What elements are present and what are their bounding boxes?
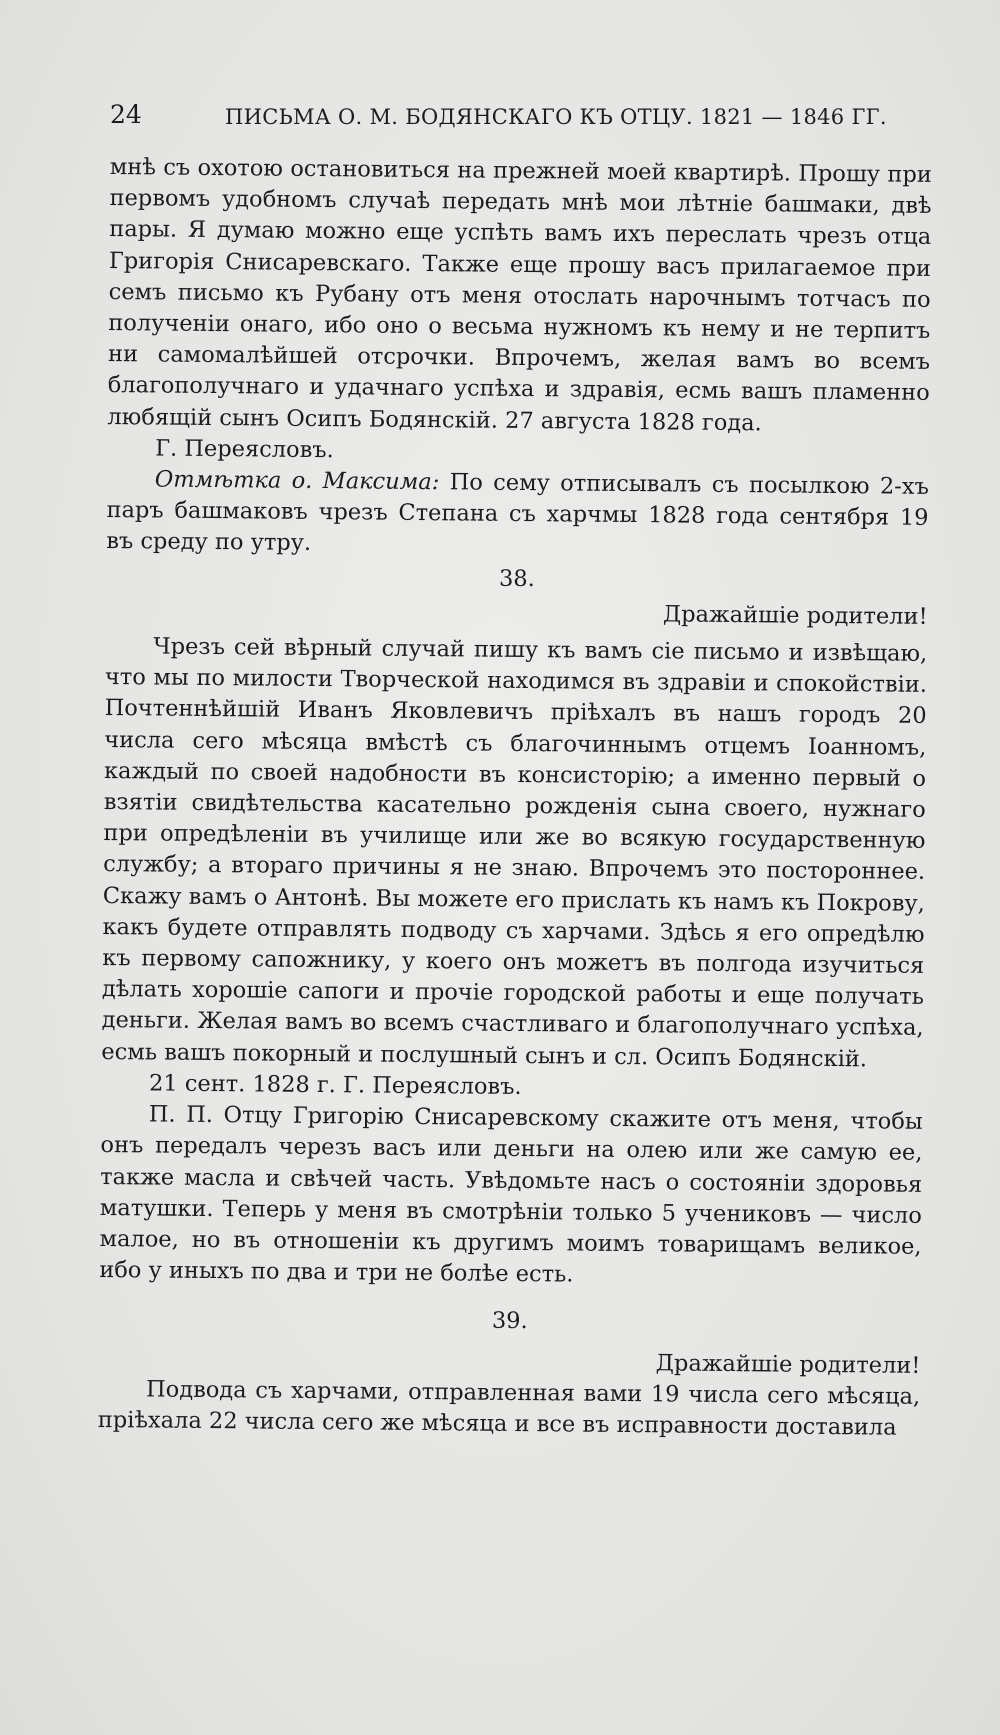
letter-number-38: 38. [498,565,535,592]
page-number: 24 [110,100,142,129]
note-label: Отмѣтка о. Максима: [154,466,440,496]
running-head: ПИСЬМА О. М. БОДЯНСКАГО КЪ ОТЦУ. 1821 — 1846 ГГ. [225,105,887,129]
letter-number-39: 39. [491,1308,528,1335]
paragraph-letter-38: Чрезъ сей вѣрный случай пишу къ вамъ сіе письмо и извѣщаю, что мы по милости Творческой находимся въ здравіи и спокойствіи. Почтеннѣйшій Иванъ Яковлевичъ пріѣхалъ въ нашъ городъ 20 числа сего мѣсяца вмѣстѣ съ благочиннымъ отцемъ Іоанномъ, каждый по своей надобности въ консисторію; а именно первый о взятіи свидѣтельства касательно рожденія сына своего, нужнаго при опредѣленіи въ училище или же во всякую государственную службу; а втораго причины я не знаю. Впрочемъ это постороннее. Скажу вамъ о Антонѣ. Вы можете его прислать къ намъ къ Покрову, какъ будете отправлять подводу съ харчами. Здѣсь я его опредѣлю къ первому сапожнику, у коего онъ можетъ въ полгода изучиться дѣлать хорошіе сапоги и прочіе городской работы и еще получать деньги. Желая вамъ во всемъ счастливаго и благополучнаго успѣха, есмь вашъ покорный и послушный сынъ и сл. Осипъ Бодянскій. [101,633,928,1072]
paragraph-letter-end: мнѣ съ охотою остановиться на прежней моей квартирѣ. Прошу при первомъ удобномъ случаѣ передать мнѣ мои лѣтніе башмаки, двѣ пары. Я думаю можно еще успѣть вамъ ихъ переслать чрезъ отца Григорія Снисаревскаго. Также еще прошу васъ прилагаемое при семъ письмо къ Рубану отъ меня отослать нарочнымъ тотчасъ по полученіи онаго, ибо оно о весьма нужномъ къ нему и не терпитъ ни самомалѣйшей отсрочки. Впрочемъ, желая вамъ во всемъ благополучнаго и удачнаго успѣха и здравія, есмь вашъ пламенно любящій сынъ Осипъ Бодянскій. 27 августа 1828 года. [107,153,932,436]
salutation-38: Дражайшіе родители! [662,601,928,630]
postscript-paragraph: П. П. Отцу Григорію Снисаревскому скажите отъ меня, чтобы онъ передалъ черезъ васъ или деньги на олею или же самую ее, также масла и свѣчей часть. Увѣдомьте насъ о состояніи здоровья матушки. Теперь у меня въ смотрѣніи только 5 учениковъ — число малое, но въ отношеніи къ другимъ моимъ товарищамъ великое, ибо у иныхъ по два и три не болѣе есть. [99,1101,923,1288]
note-paragraph [106,464,929,565]
page-body [98,152,932,1444]
page-header [110,95,887,135]
place-line: Г. Переясловъ. [155,435,334,463]
date-line: 21 сент. 1828 г. Г. Переясловъ. [148,1070,522,1100]
salutation-39: Дражайшіе родители! [655,1349,921,1379]
note-text: По сему отписывалъ съ посылкою 2-хъ паръ башмаковъ чрезъ Степана съ харчмы 1828 года сентября 19 въ среду по утру. [106,469,929,557]
paragraph-letter-39: Подвода съ харчами, отправленная вами 19 числа сего мѣсяца, пріѣхала 22 числа сего же мѣсяца и все въ исправности доставила [97,1376,921,1441]
